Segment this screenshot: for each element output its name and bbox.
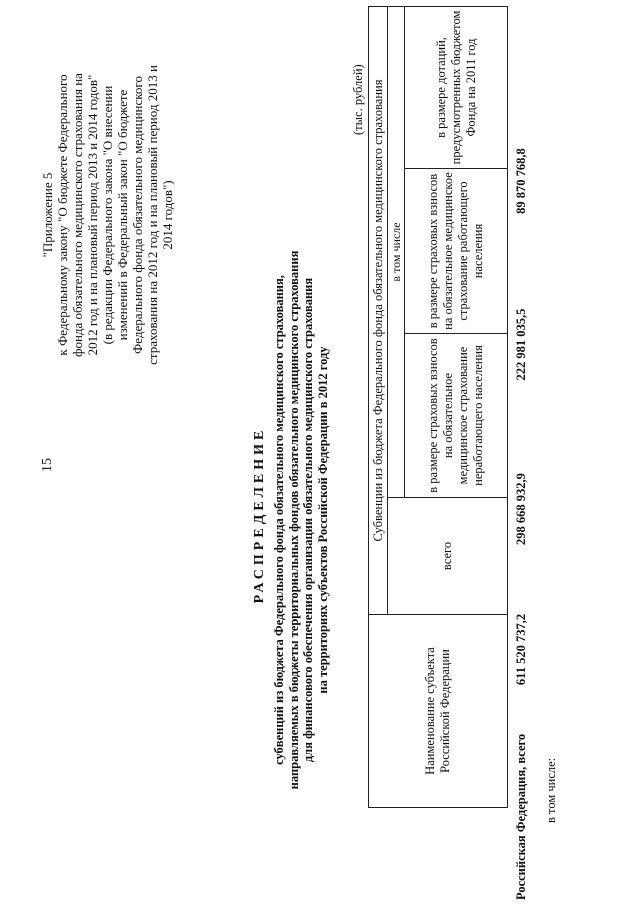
- appendix-line: 2014 годов"): [160, 180, 175, 250]
- subtitle-line: направляемых в бюджеты территориальных фондов обязательного медицинского страхования: [286, 250, 301, 790]
- including-note: в том числе:: [544, 757, 558, 823]
- header-including: в том числе: [388, 6, 405, 497]
- header-working: в размере страховых взносов на обязательное медицинское страхование работающего населения: [405, 169, 508, 334]
- appendix-note: [40, 50, 175, 380]
- appendix-line: Федерального фонда обязательного медицинского: [130, 76, 145, 354]
- subsidy-value: 89 870 768,8: [514, 148, 528, 214]
- header-total: всего: [388, 498, 508, 615]
- header-subventions: Субвенции из бюджета Федерального фонда обязательного медицинского страхования: [369, 6, 388, 614]
- nonworking-value: 298 668 932,9: [514, 473, 528, 545]
- working-value: 222 981 035,5: [514, 308, 528, 381]
- distribution-table: [368, 6, 508, 808]
- appendix-line: "Приложение 5: [40, 172, 55, 258]
- header-subject: Наименование субъекта Российской Федерации: [369, 615, 508, 808]
- appendix-line: (в редакции Федерального закона "О внесении: [100, 85, 115, 345]
- total-label: Российская Федерация, всего: [514, 733, 528, 900]
- appendix-line: изменений в Федеральный закон "О бюджете: [115, 89, 130, 341]
- total-value: 611 520 737,2: [514, 613, 528, 686]
- document-subtitle: [272, 190, 330, 850]
- appendix-line: к Федеральному закону "О бюджете Федерального: [55, 74, 70, 356]
- header-subsidy: в размере дотаций, предусмотренных бюджетом Фонда на 2011 год: [405, 6, 508, 168]
- page-number: 15: [40, 458, 55, 472]
- appendix-line: 2012 год и на плановый период 2013 и 2014 годов": [85, 74, 100, 356]
- header-nonworking: в размере страховых взносов на обязательное медицинское страхование неработающего населения: [405, 334, 508, 498]
- units-label: (тыс. рублей): [351, 64, 365, 135]
- appendix-line: фонда обязательного медицинского страхования на: [70, 73, 85, 357]
- subtitle-line: субвенций из бюджета Федерального фонда обязательного медицинского страхования,: [272, 275, 286, 765]
- total-row: [510, 7, 532, 900]
- appendix-line: страхования на 2012 год и на плановый период 2013 и: [145, 65, 160, 365]
- subtitle-line: на территориях субъектов Российской Федерации в 2012 году: [315, 346, 330, 694]
- subtitle-line: для финансового обеспечения организации обязательного медицинского страхования: [301, 277, 315, 763]
- document-heading: РАСПРЕДЕЛЕНИЕ: [252, 426, 267, 604]
